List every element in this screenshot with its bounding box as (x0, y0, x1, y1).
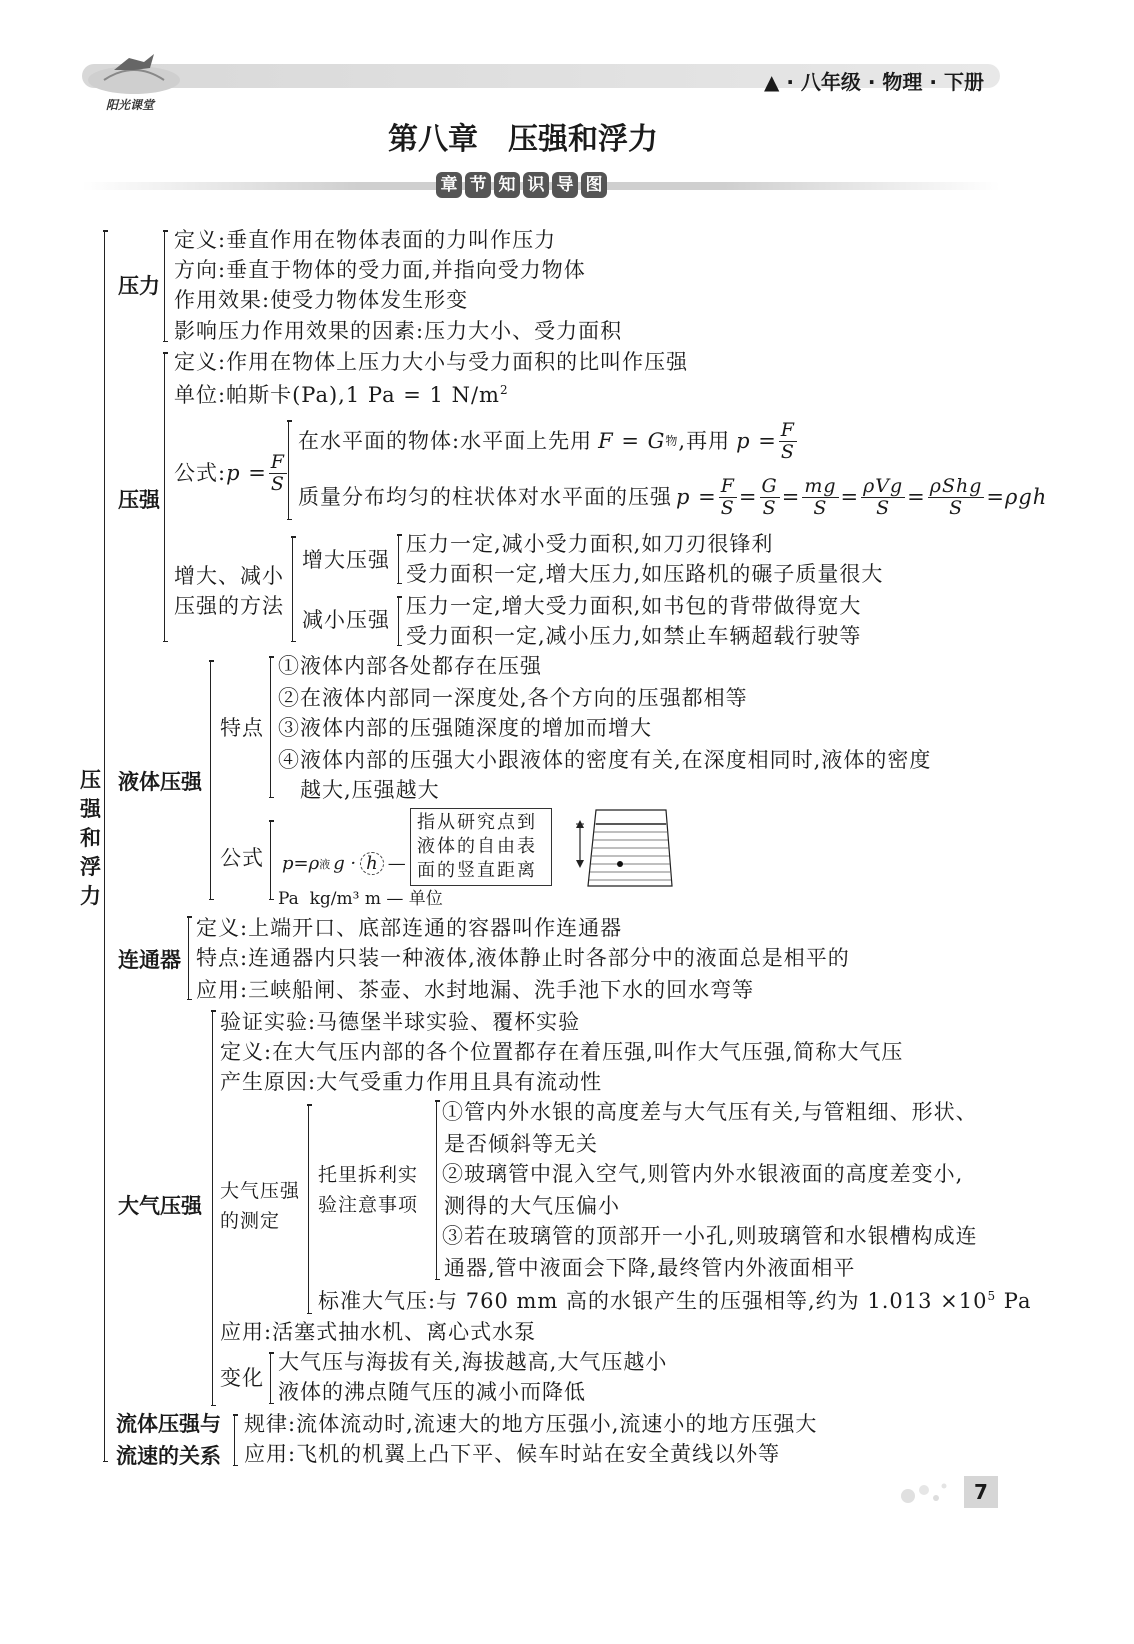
features-brace (270, 656, 271, 798)
series-label: ▲ · 八年级 · 物理 · 下册 (764, 70, 984, 94)
increase-item-1: 压力一定,减小受力面积,如刀刃很锋利 (406, 532, 774, 556)
footer-dots-decoration (896, 1476, 956, 1506)
pressure-force-dir: 方向:垂直于物体的受力面,并指向受力物体 (174, 258, 586, 282)
torricelli-label-2: 验注意事项 (318, 1194, 419, 1216)
fluid-rule: 规律:流体流动时,流速大的地方压强小,流速小的地方压强大 (244, 1412, 818, 1436)
fluid-label-1: 流体压强与 (116, 1412, 221, 1436)
liquid-formula-label: 公式 (220, 846, 264, 870)
torricelli-item-3-cont: 通器,管中液面会下降,最终管内外液面相平 (444, 1256, 856, 1280)
decrease-item-1: 压力一定,增大受力面积,如书包的背带做得宽大 (406, 594, 862, 618)
methods-label-2: 压强的方法 (174, 594, 284, 618)
methods-label-1: 增大、减小 (174, 564, 284, 588)
liquid-feature-2: ②在液体内部同一深度处,各个方向的压强都相等 (278, 686, 748, 710)
container-diagram (566, 806, 678, 890)
connector-def: 定义:上端开口、底部连通的容器叫作连通器 (196, 916, 623, 940)
liquid-feature-1: ①液体内部各处都存在压强 (278, 654, 542, 678)
liquid-units: Pa kg/m³ m — 单位 (278, 889, 443, 909)
pressure-force-brace (164, 230, 165, 342)
decrease-label: 减小压强 (302, 608, 390, 632)
root-label: 压 强 和 浮 力 (80, 768, 101, 908)
connector-feature: 特点:连通器内只装一种液体,液体静止时各部分中的液面总是相平的 (196, 946, 850, 970)
atmosphere-label: 大气压强 (118, 1194, 202, 1218)
methods-brace (292, 536, 293, 642)
measure-brace (308, 1104, 309, 1314)
pressure-label: 压强 (118, 488, 160, 512)
atmosphere-brace (212, 1010, 213, 1406)
atmosphere-cause: 产生原因:大气受重力作用且具有流动性 (220, 1070, 603, 1094)
atmosphere-verify: 验证实验:马德堡半球实验、覆杯实验 (220, 1010, 581, 1034)
banner-char: 识 (523, 172, 549, 198)
liquid-feature-4: ④液体内部的压强大小跟液体的密度有关,在深度相同时,液体的密度 (278, 748, 932, 772)
depth-h: h (360, 852, 384, 875)
banner-char: 节 (465, 172, 491, 198)
change-label: 变化 (220, 1366, 264, 1390)
pressure-brace (164, 352, 165, 642)
page-number: 7 (964, 1476, 998, 1508)
pressure-unit: 单位:帕斯卡(Pa),1 Pa = 1 $N/m^2$ (174, 383, 509, 407)
change-item-2: 液体的沸点随气压的减小而降低 (278, 1380, 586, 1404)
atmosphere-application: 应用:活塞式抽水机、离心式水泵 (220, 1320, 537, 1344)
logo-text: 阳光课堂 (106, 98, 155, 112)
change-brace (270, 1352, 271, 1404)
fluid-brace (234, 1414, 235, 1466)
connector-label: 连通器 (118, 948, 181, 972)
pressure-force-effect: 作用效果:使受力物体发生形变 (174, 288, 469, 312)
pressure-force-def: 定义:垂直作用在物体表面的力叫作压力 (174, 228, 557, 252)
increase-brace (398, 534, 399, 584)
torricelli-item-1: ①管内外水银的高度差与大气压有关,与管粗细、形状、 (442, 1100, 978, 1124)
liquid-features-label: 特点 (220, 716, 264, 740)
increase-label: 增大压强 (302, 548, 390, 572)
torricelli-label-1: 托里拆利实 (318, 1164, 419, 1186)
root-brace (104, 230, 105, 1462)
chapter-title: 第八章 压强和浮力 (388, 122, 658, 157)
connector-application: 应用:三峡船闸、茶壶、水封地漏、洗手池下水的回水弯等 (196, 978, 755, 1002)
torricelli-item-2-cont: 测得的大气压偏小 (444, 1194, 620, 1218)
pressure-formula-label: 公式: p = $\frac{F}{S}$ (174, 451, 285, 495)
increase-item-2: 受力面积一定,增大压力,如压路机的碾子质量很大 (406, 562, 884, 586)
liquid-label: 液体压强 (118, 770, 202, 794)
logo (84, 40, 184, 110)
formula-line1: 在水平面的物体:水平面上先用 F = G 物 ,再用 p = $\frac{F}{S}$ (298, 419, 795, 463)
torricelli-item-1-cont: 是否倾斜等无关 (444, 1132, 598, 1156)
torricelli-item-2: ②玻璃管中混入空气,则管内外水银液面的高度差变小, (442, 1162, 964, 1186)
measure-label-2: 的测定 (220, 1210, 281, 1232)
section-banner (436, 172, 607, 198)
torricelli-item-3: ③若在玻璃管的顶部开一小孔,则玻璃管和水银槽构成连 (442, 1224, 978, 1248)
banner-char: 知 (494, 172, 520, 198)
formula-frac-F-S: $\frac{F}{S}$ (270, 451, 285, 495)
standard-pressure: 标准大气压:与 760 mm 高的水银产生的压强相等,约为 $1.013 \times 10^5$ Pa (318, 1289, 1032, 1313)
liquid-feature-3: ③液体内部的压强随深度的增加而增大 (278, 716, 652, 740)
pressure-force-factors: 影响压力作用效果的因素:压力大小、受力面积 (174, 319, 623, 343)
connector-brace (188, 916, 189, 1000)
liquid-formula: p=ρ 液 g · h — (282, 853, 406, 874)
change-item-1: 大气压与海拔有关,海拔越高,大气压越小 (278, 1350, 668, 1374)
banner-char: 图 (581, 172, 607, 198)
pressure-def: 定义:作用在物体上压力大小与受力面积的比叫作压强 (174, 350, 689, 374)
atmosphere-def: 定义:在大气压内部的各个位置都存在着压强,叫作大气压强,简称大气压 (220, 1040, 904, 1064)
fluid-label-2: 流速的关系 (116, 1444, 221, 1468)
decrease-brace (398, 596, 399, 646)
measure-label-1: 大气压强 (220, 1180, 301, 1202)
formula-line2: 质量分布均匀的柱状体对水平面的压强 p = $\frac{F}{S}$ = $\frac{G}{S}$ = $\frac{mg}{S}$ = $\frac{\text{ρVg}}{S}$ = $\frac{\text{ρShg}}{S}$ =ρgh (298, 475, 1048, 519)
formula-brace (288, 420, 289, 520)
banner-char: 章 (436, 172, 462, 198)
liquid-feature-4-cont: 越大,压强越大 (300, 778, 440, 802)
fluid-application: 应用:飞机的机翼上凸下平、候车时站在安全黄线以外等 (244, 1442, 781, 1466)
depth-note-box: 指从研究点到 液体的自由表 面的竖直距离 (410, 808, 552, 886)
torricelli-brace (436, 1100, 437, 1280)
liquid-brace (210, 660, 211, 900)
pressure-force-label: 压力 (118, 274, 160, 298)
liquid-formula-brace (270, 820, 271, 900)
banner-char: 导 (552, 172, 578, 198)
decrease-item-2: 受力面积一定,减小压力,如禁止车辆超载行驶等 (406, 624, 862, 648)
